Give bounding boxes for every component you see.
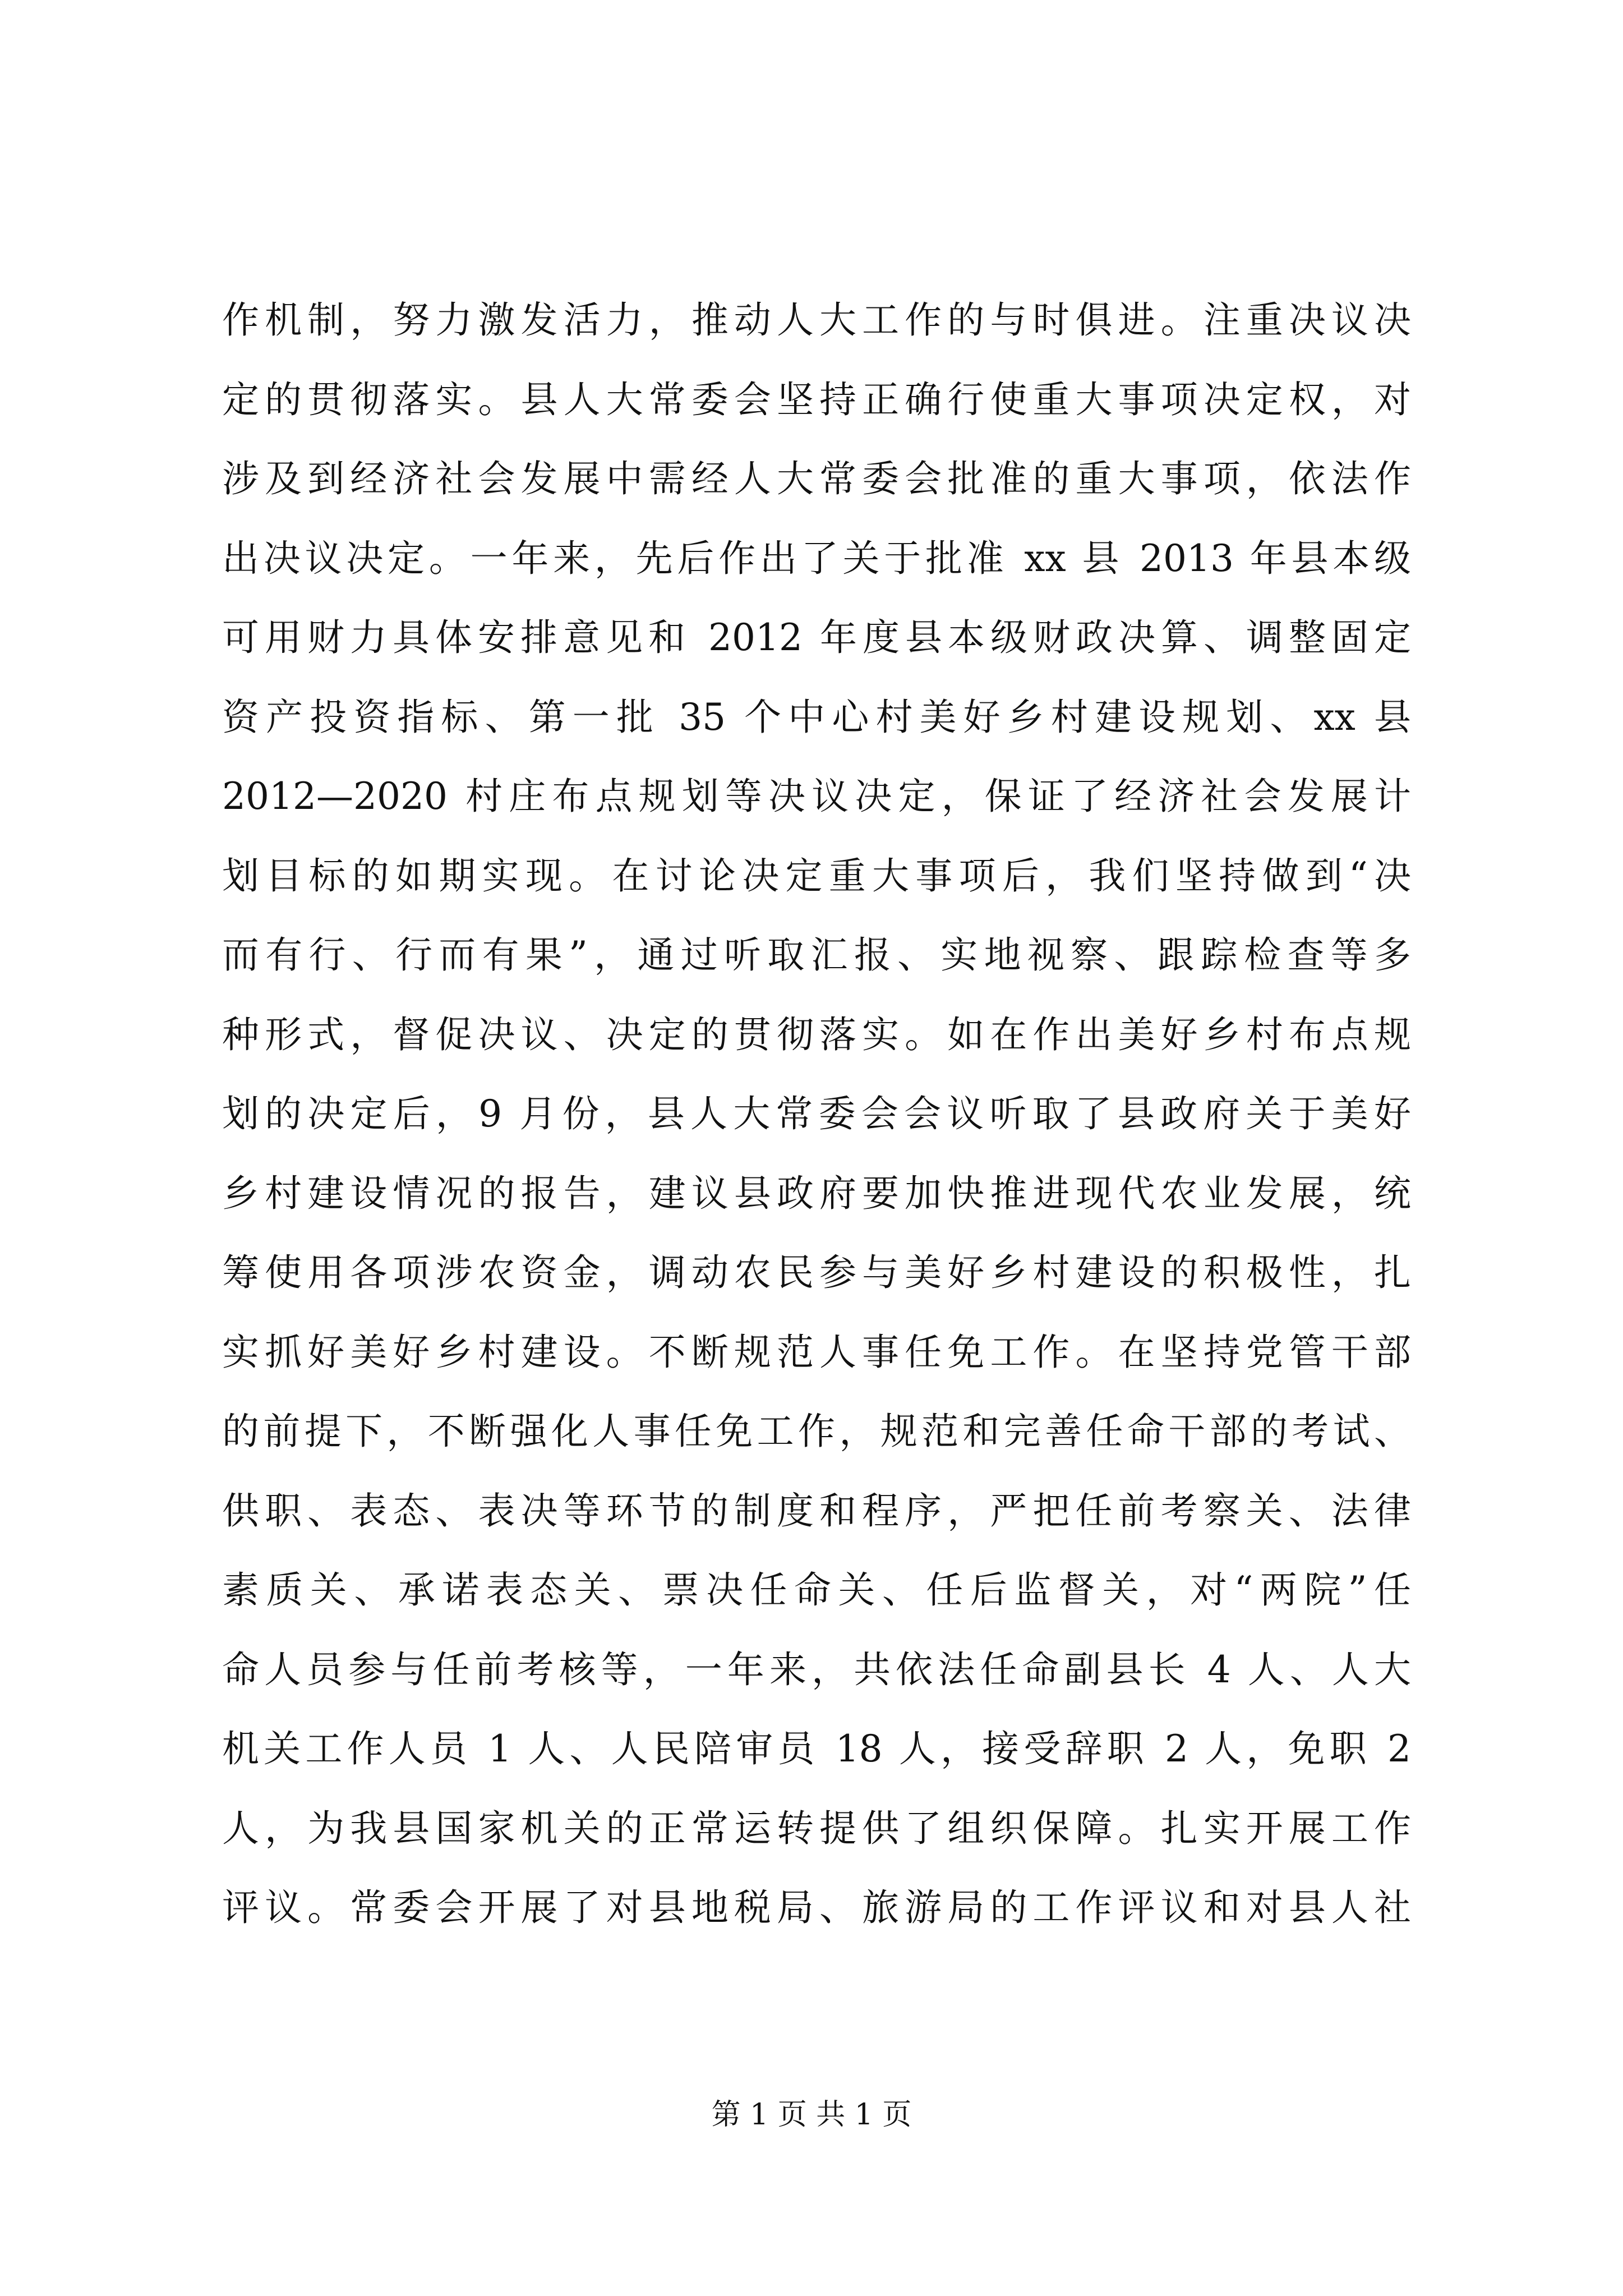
- page-footer: [0, 2095, 1623, 2134]
- text-line: 涉及到经济社会发展中需经人大常委会批准的重大事项，依法作: [222, 457, 1411, 500]
- text-line: 资产投资指标、第一批 35 个中心村美好乡村建设规划、xx 县: [222, 695, 1411, 739]
- text-line: 乡村建设情况的报告，建议县政府要加快推进现代农业发展，统: [222, 1171, 1411, 1215]
- text-line: 种形式，督促决议、决定的贯彻落实。如在作出美好乡村布点规: [222, 1013, 1411, 1056]
- text-line: 可用财力具体安排意见和 2012 年度县本级财政决算、调整固定: [222, 616, 1411, 659]
- text-line: 人，为我县国家机关的正常运转提供了组织保障。扎实开展工作: [222, 1806, 1411, 1850]
- text-line: 定的贯彻落实。县人大常委会坚持正确行使重大事项决定权，对: [222, 378, 1411, 421]
- text-line: 实抓好美好乡村建设。不断规范人事任免工作。在坚持党管干部: [222, 1330, 1411, 1374]
- text-line: 2012—2020 村庄布点规划等决议决定，保证了经济社会发展计: [222, 775, 1411, 818]
- text-line: 出决议决定。一年来，先后作出了关于批准 xx 县 2013 年县本级: [222, 536, 1411, 580]
- text-line: 的前提下，不断强化人事任免工作，规范和完善任命干部的考试、: [222, 1410, 1411, 1453]
- page-number-label: 第 1 页 共 1 页: [711, 2098, 912, 2132]
- text-line: 素质关、承诺表态关、票决任命关、任后监督关，对“两院”任: [222, 1568, 1411, 1612]
- text-line: 评议。常委会开展了对县地税局、旅游局的工作评议和对县人社: [222, 1886, 1411, 1929]
- text-line: 作机制，努力激发活力，推动人大工作的与时俱进。注重决议决: [222, 298, 1411, 342]
- text-line: 机关工作人员 1 人、人民陪审员 18 人，接受辞职 2 人，免职 2: [222, 1727, 1411, 1770]
- text-line: 而有行、行而有果”，通过听取汇报、实地视察、跟踪检查等多: [222, 933, 1411, 977]
- body-text: [222, 280, 1411, 1948]
- text-line: 划的决定后，9 月份，县人大常委会会议听取了县政府关于美好: [222, 1092, 1411, 1135]
- text-line: 划目标的如期实现。在讨论决定重大事项后，我们坚持做到“决: [222, 854, 1411, 898]
- text-line: 供职、表态、表决等环节的制度和程序，严把任前考察关、法律: [222, 1489, 1411, 1533]
- text-line: 命人员参与任前考核等，一年来，共依法任命副县长 4 人、人大: [222, 1648, 1411, 1691]
- text-line: 筹使用各项涉农资金，调动农民参与美好乡村建设的积极性，扎: [222, 1251, 1411, 1294]
